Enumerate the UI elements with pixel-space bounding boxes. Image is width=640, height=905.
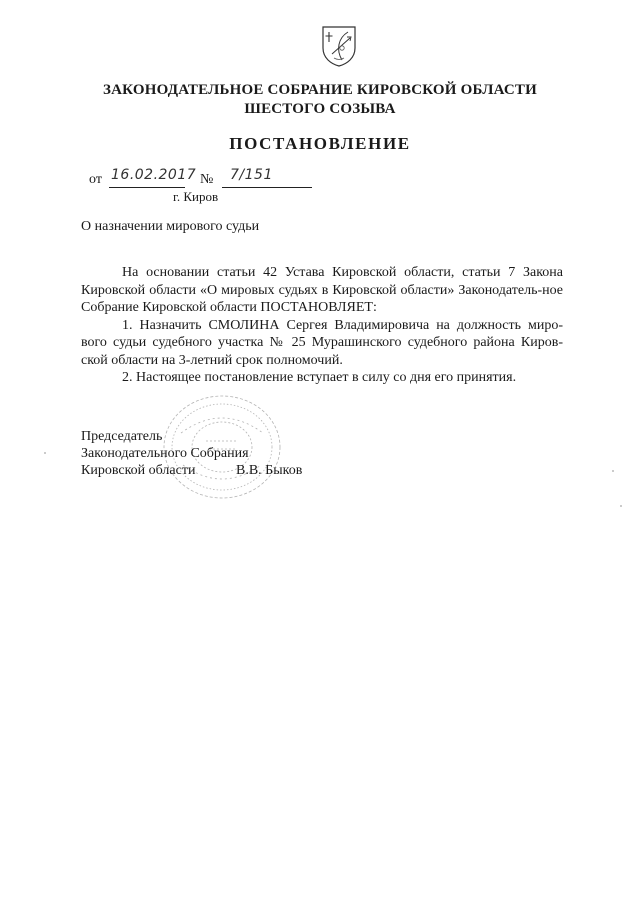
scan-speck — [620, 505, 622, 507]
city-label: г. Киров — [173, 189, 219, 204]
document-subject: О назначении мирового судьи — [81, 219, 260, 234]
body-paragraph-item-2: 2. Настоящее постановление вступает в силу со дня его принятия. — [122, 370, 517, 385]
document-title: ПОСТАНОВЛЕНИЕ — [229, 134, 411, 153]
body-paragraph-basis: На основании статьи 42 Устава Кировской области, статьи 7 Закона Кировской области «О мировых судьях в Кировской области» Законодатель-ное Собрание Кировской области ПОСТАНОВЛЯЕТ: — [81, 265, 563, 315]
body-paragraph-item-1: 1. Назначить СМОЛИНА Сергея Владимировича на должность миро-вого судьи судебного участка № 25 Мурашинского судебного района Киров-ской области на 3-летний срок полномочий. — [81, 317, 563, 368]
signer-title-line2: Законодательного Собрания — [81, 446, 249, 461]
org-name-line1: ЗАКОНОДАТЕЛЬНОЕ СОБРАНИЕ КИРОВСКОЙ ОБЛАСТИ — [102, 82, 537, 98]
number-handwritten: 7/151 — [230, 167, 273, 183]
date-number-line — [89, 167, 329, 190]
coat-of-arms-icon — [320, 24, 358, 68]
date-label: от — [89, 172, 102, 187]
number-label: № — [200, 172, 214, 187]
date-handwritten: 16.02.2017 — [111, 167, 197, 183]
signer-name: В.В. Быков — [236, 463, 303, 478]
signature-block — [81, 428, 249, 479]
signer-title-line1: Председатель — [81, 429, 163, 444]
scan-speck — [44, 452, 46, 454]
signer-title-line3: Кировской области — [81, 463, 196, 478]
org-name-line2: ШЕСТОГО СОЗЫВА — [244, 101, 396, 117]
date-underline — [109, 187, 185, 188]
document-body — [81, 264, 563, 387]
number-underline — [222, 187, 312, 188]
scan-speck — [612, 470, 614, 472]
